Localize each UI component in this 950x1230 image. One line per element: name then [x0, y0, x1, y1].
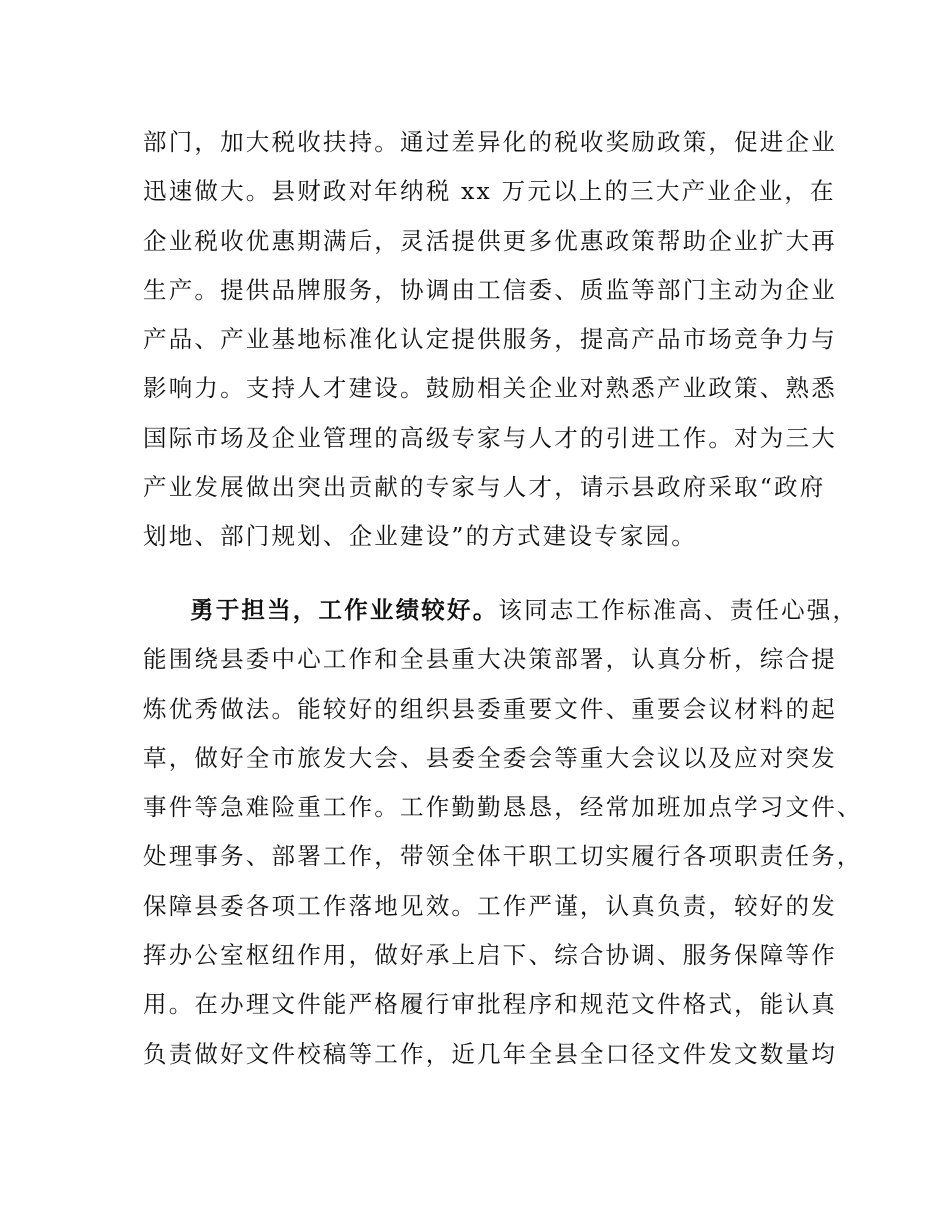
text-line: 生产。提供品牌服务，协调由工信委、质监等部门主动为企业 — [143, 275, 837, 304]
text-line: 保障县委各项工作落地见效。工作严谨，认真负责，较好的发 — [143, 891, 837, 920]
paragraph-work-performance — [143, 586, 863, 1079]
text-line-first — [143, 586, 859, 635]
text-line: 草，做好全市旅发大会、县委全委会等重大会议以及应对突发 — [143, 743, 837, 772]
text-line: 产品、产业基地标准化认定提供服务，提高产品市场竞争力与 — [143, 325, 837, 354]
paragraph-heading: 勇于担当，工作业绩较好。 — [190, 596, 499, 624]
text-line: 挥办公室枢纽作用，做好承上启下、综合协调、服务保障等作 — [143, 941, 837, 970]
text-line: 炼优秀做法。能较好的组织县委重要文件、重要会议材料的起 — [143, 694, 837, 723]
text-line: 企业税收优惠期满后，灵活提供更多优惠政策帮助企业扩大再 — [143, 226, 837, 255]
text-line: 部门，加大税收扶持。通过差异化的税收奖励政策，促进企业 — [143, 128, 837, 156]
text-line: 处理事务、部署工作，带领全体干职工切实履行各项职责任务， — [143, 842, 863, 871]
text-line: 产业发展做出突出贡献的专家与人才，请示县政府采取“政府 — [143, 473, 826, 502]
text-line: 事件等急难险重工作。工作勤勤恳恳，经常加班加点学习文件、 — [143, 793, 863, 822]
text-line: 影响力。支持人才建设。鼓励相关企业对熟悉产业政策、熟悉 — [143, 374, 837, 403]
text-line: 国际市场及企业管理的高级专家与人才的引进工作。对为三大 — [143, 423, 837, 452]
paragraph-tax-support — [143, 118, 837, 562]
text-line: 负责做好文件校稿等工作，近几年全县全口径文件发文数量均 — [143, 1039, 837, 1068]
text-line: 迅速做大。县财政对年纳税 xx 万元以上的三大产业企业，在 — [143, 177, 836, 206]
text-line: 用。在办理文件能严格履行审批程序和规范文件格式，能认真 — [143, 990, 837, 1019]
text-line: 能围绕县委中心工作和全县重大决策部署，认真分析，综合提 — [143, 645, 837, 674]
first-line-rest: 该同志工作标准高、责任心强， — [498, 596, 859, 624]
text-line: 划地、部门规划、企业建设”的方式建设专家园。 — [143, 522, 697, 551]
